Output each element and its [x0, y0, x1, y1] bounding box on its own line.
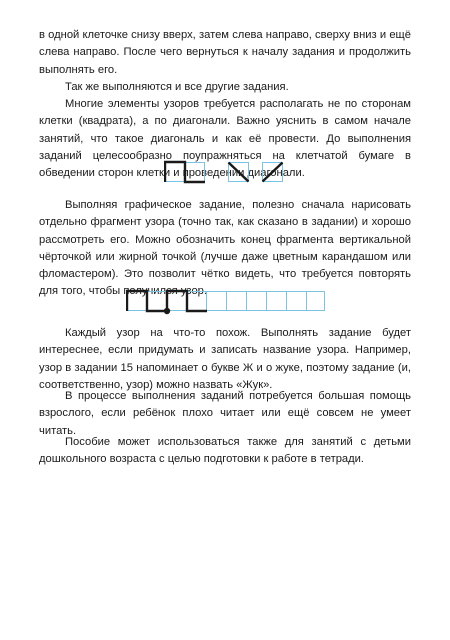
figure-cell-diagonals [164, 160, 294, 184]
figure-pattern-fragment [126, 287, 326, 317]
fragment-end-dot [164, 308, 170, 314]
paragraph-preschool: Пособие может использоваться также для занятий с детьми дошкольного возраста с целью подготовки к работе в тетради. [39, 436, 411, 466]
paragraph-adult-help: В процессе выполнения заданий потребуется большая помощь взрослого, если ребёнок плохо читает или ещё совсем не умеет читать. [39, 390, 411, 437]
paragraph-other-tasks: Так же выполняются и все другие задания. [65, 81, 289, 93]
diagonal-down [229, 163, 249, 182]
paragraph-diagonals: Многие элементы узоров требуется располагать не по сторонам клетки (квадрата), а по диагонали. Важно уяснить в самом начале занятий, что такое диагональ и как её провести. До выполнения заданий целесообразно поупражняться на клетчатой бумаге в обведении сторон клетки и проведении диагонали. [39, 98, 411, 180]
diagonal-up [263, 163, 283, 182]
paragraph-fragment: Выполняя графическое задание, полезно сначала нарисовать отдельно фрагмент узора (точно так, как сказано в задании) и хорошо рассмотреть его. Можно обозначить конец фрагмента вертикальной чёрточкой или жирной точкой (лучше даже цветным карандашом или фломастером). Это позволит чётко видеть, что требуется повторять для того, чтобы получился узор. [39, 199, 411, 298]
grid-strip [127, 292, 325, 311]
paragraph-continuation: в одной клеточке снизу вверх, затем слева направо, сверху вниз и ещё слева направо. После чего вернуться к началу задания и продолжить выполнять его. [39, 29, 411, 76]
paragraph-naming: Каждый узор на что-то похож. Выполнять задание будет интереснее, если придумать и записать название узора. Например, узор в задании 15 напоминает о букве Ж и о жуке, поэтому задание (и, соответственно, узор) можно назвать «Жук». [39, 327, 411, 391]
traced-cell-sides [165, 162, 205, 182]
